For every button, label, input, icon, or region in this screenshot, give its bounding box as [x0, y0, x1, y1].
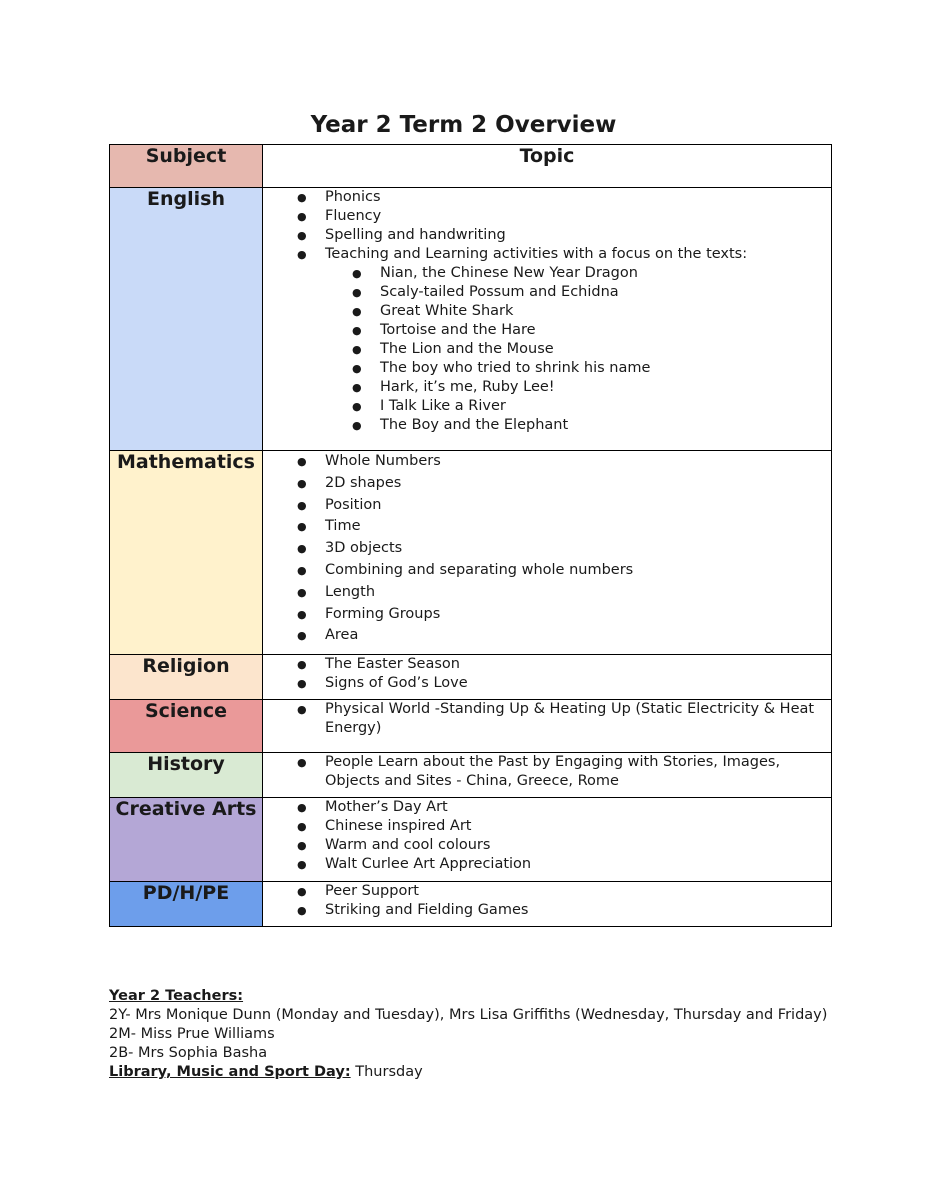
english-topic-list [263, 188, 831, 264]
creative-arts-topic-cell [263, 798, 832, 882]
science-row [110, 700, 832, 753]
list-item: ● I Talk Like a River [263, 397, 831, 416]
science-topic-cell [263, 700, 832, 753]
library-day-line [109, 1063, 827, 1082]
list-item: ● Scaly-tailed Possum and Echidna [263, 283, 831, 302]
library-day-value: Thursday [355, 1064, 423, 1080]
list-item: ● The Boy and the Elephant [263, 416, 831, 435]
list-item: ● Forming Groups [263, 604, 831, 626]
list-item: ● Time [263, 516, 831, 538]
list-item: ● Length [263, 582, 831, 604]
overview-table [109, 144, 832, 927]
list-item: ● Hark, it’s me, Ruby Lee! [263, 378, 831, 397]
mathematics-topic-list [263, 451, 831, 647]
list-item: ● The Easter Season [263, 655, 831, 674]
religion-topic-list [263, 655, 831, 693]
pdhpe-topic-list [263, 882, 831, 920]
list-item: ● Whole Numbers [263, 451, 831, 473]
list-item: ● Phonics [263, 188, 831, 207]
list-item: ● Signs of God’s Love [263, 674, 831, 693]
teachers-heading: Year 2 Teachers: [109, 988, 244, 1004]
list-item: ● Physical World -Standing Up & Heating Up (Static Electricity & Heat Energy) [263, 700, 831, 738]
list-item: ● The Lion and the Mouse [263, 340, 831, 359]
mathematics-subject-cell: Mathematics [110, 451, 263, 655]
religion-subject-cell: Religion [110, 655, 263, 700]
religion-row [110, 655, 832, 700]
list-item: ● Chinese inspired Art [263, 817, 831, 836]
list-item: ● Tortoise and the Hare [263, 321, 831, 340]
religion-topic-cell [263, 655, 832, 700]
list-item: ● Mother’s Day Art [263, 798, 831, 817]
english-texts-list [263, 264, 831, 435]
creative-arts-row [110, 798, 832, 882]
pdhpe-row [110, 882, 832, 927]
list-item: ● Teaching and Learning activities with a focus on the texts: [263, 245, 831, 264]
list-item: ● Warm and cool colours [263, 836, 831, 855]
pdhpe-topic-cell [263, 882, 832, 927]
list-item: ● Area [263, 625, 831, 647]
creative-arts-topic-list [263, 798, 831, 874]
list-item: ● Great White Shark [263, 302, 831, 321]
history-topic-list [263, 753, 831, 791]
history-topic-cell [263, 753, 832, 798]
teacher-line: 2Y- Mrs Monique Dunn (Monday and Tuesday), Mrs Lisa Griffiths (Wednesday, Thursday and Friday) [109, 1007, 828, 1023]
list-item: ● Fluency [263, 207, 831, 226]
english-topic-cell [263, 188, 832, 451]
list-item: ● Spelling and handwriting [263, 226, 831, 245]
science-subject-cell: Science [110, 700, 263, 753]
table-header-row [110, 145, 832, 188]
list-item: ● The boy who tried to shrink his name [263, 359, 831, 378]
english-row [110, 188, 832, 451]
history-subject-cell: History [110, 753, 263, 798]
list-item: ● 3D objects [263, 538, 831, 560]
teacher-line: 2B- Mrs Sophia Basha [109, 1045, 268, 1061]
list-item: ● 2D shapes [263, 473, 831, 495]
creative-arts-subject-cell: Creative Arts [110, 798, 263, 882]
english-subject-cell: English [110, 188, 263, 451]
topic-column-header: Topic [263, 145, 832, 188]
list-item: ● People Learn about the Past by Engaging with Stories, Images, Objects and Sites - China, Greece, Rome [263, 753, 831, 791]
pdhpe-subject-cell: PD/H/PE [110, 882, 263, 927]
list-item: ● Peer Support [263, 882, 831, 901]
mathematics-topic-cell [263, 451, 832, 655]
history-row [110, 753, 832, 798]
list-item: ● Nian, the Chinese New Year Dragon [263, 264, 831, 283]
page-title: Year 2 Term 2 Overview [310, 112, 617, 138]
teacher-line: 2M- Miss Prue Williams [109, 1026, 275, 1042]
list-item: ● Striking and Fielding Games [263, 901, 831, 920]
mathematics-row [110, 451, 832, 655]
footer-notes [109, 987, 827, 1082]
list-item: ● Combining and separating whole numbers [263, 560, 831, 582]
subject-column-header: Subject [110, 145, 263, 188]
list-item: ● Position [263, 495, 831, 517]
science-topic-list [263, 700, 831, 738]
library-day-label: Library, Music and Sport Day: [109, 1064, 351, 1080]
list-item: ● Walt Curlee Art Appreciation [263, 855, 831, 874]
